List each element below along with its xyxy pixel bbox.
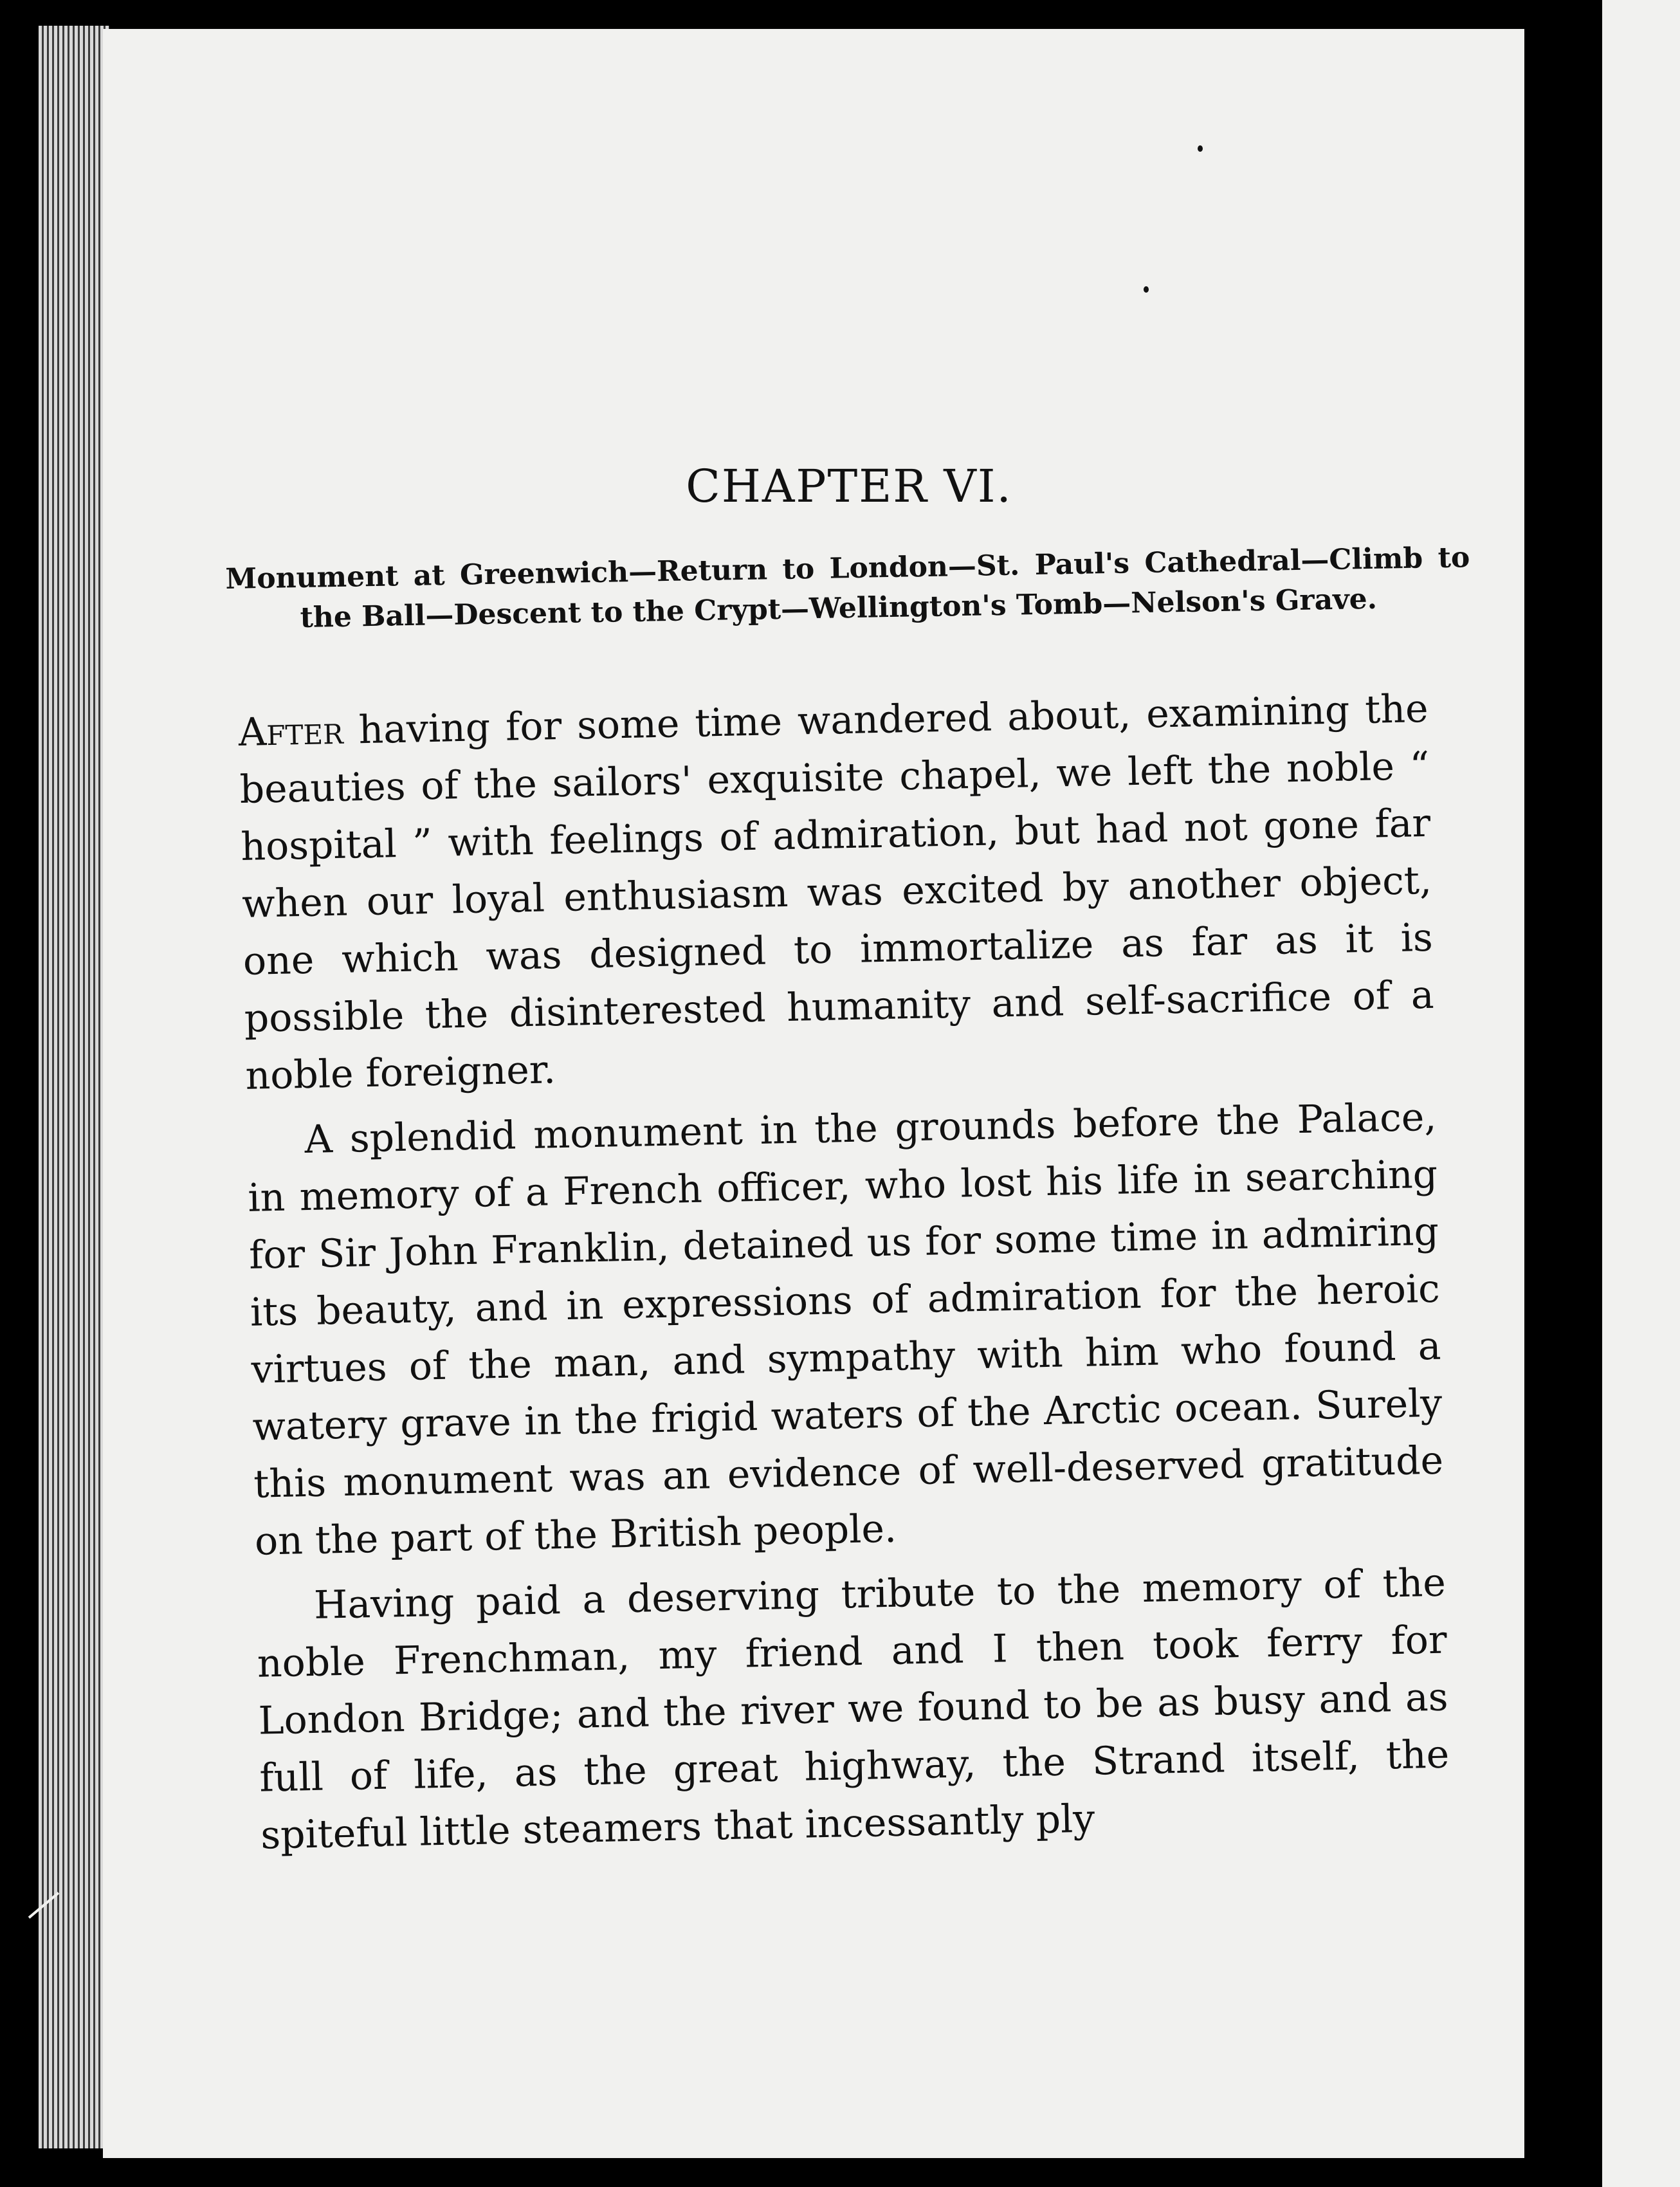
paragraph-text: Having paid a deserving tribute to the memory of the noble Frenchman, my friend and I then took ferry for London Bridge; and the river we found to be as busy and as full of life, as the great highway, the Strand itself, the spiteful little steamers that incessantly ply — [257, 1560, 1450, 1858]
facing-page-edge — [1592, 0, 1680, 2187]
gutter-shadow — [1592, 0, 1602, 2187]
paragraph-lead-word: After — [238, 708, 344, 755]
page-edges — [39, 26, 109, 2148]
paragraph-text: having for some time wandered about, examining the beauties of the sailors' exquisite chapel, we left the noble “ hospital ” with feelings of admiration, but had not gone far when our loyal enthusiasm was excited by another object, one which was designed to immortalize as far as it is possible the disinterested humanity and self-sacrifice of a noble foreigner. — [239, 686, 1435, 1099]
chapter-title: CHAPTER VI. — [686, 460, 1012, 513]
paragraph-text: A splendid monument in the grounds before the Palace, in memory of a French officer, who lost his life in searching for Sir John Franklin, detained us for some time in admiring its beauty, and in expressions of admiration for the heroic virtues of the man, and sympathy with him who found a watery grave in the frigid waters of the Arctic ocean. Surely this monument was an evidence of well-deserved gratitude on the part of the British people. — [247, 1094, 1444, 1564]
paragraph-2 — [246, 1089, 1445, 1571]
speck-mark — [1144, 286, 1149, 293]
speck-mark — [1198, 145, 1203, 152]
paragraph-3 — [255, 1555, 1451, 1865]
chapter-summary: Monument at Greenwich—Return to London—St. Paul's Cathedral—Climb to the Ball—Descent to the Crypt—Wellington's Tomb—Nelson's Grave. — [225, 541, 1470, 634]
paragraph-1 — [238, 681, 1436, 1105]
chapter-body — [238, 681, 1451, 1872]
